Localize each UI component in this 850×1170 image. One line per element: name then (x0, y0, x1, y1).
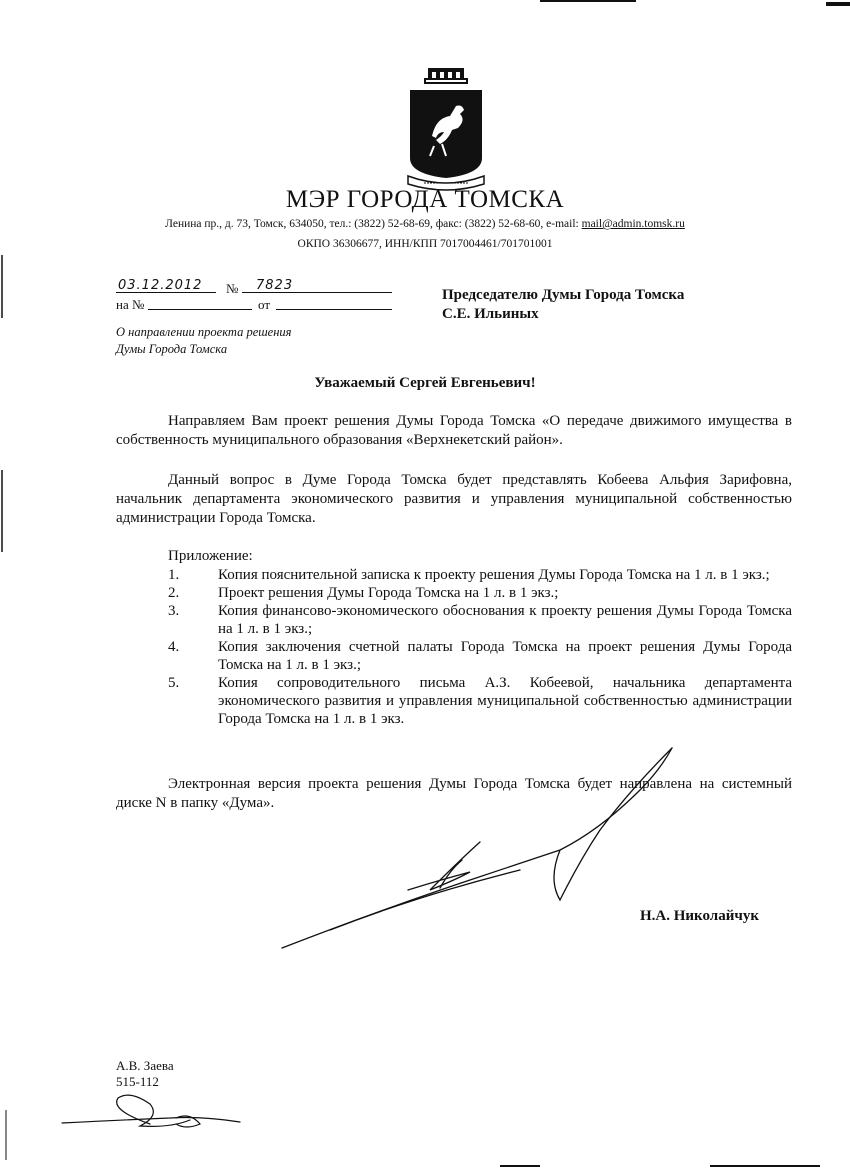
subject-line-1: О направлении проекта решения (116, 325, 292, 339)
body-paragraph-1: Направляем Вам проект решения Думы Города Томска «О передаче движимого имущества в собственность муниципального образования «Верхнекетский район». (116, 413, 792, 448)
reply-label: на № (116, 297, 145, 312)
body-paragraph-2: Данный вопрос в Думе Города Томска будет представлять Кобеева Альфия Зарифовна, начальник департамента экономического развития и управления муниципальной собственностью администрации Города Томска. (116, 472, 792, 526)
attachment-number: 2. (168, 585, 180, 601)
attachment-text: Копия финансово-экономического обоснования к проекту решения Думы Города Томска на 1 л. в 1 экз.; (218, 603, 792, 637)
address-text: Ленина пр., д. 73, Томск, 634050, тел.: (3822) 52-68-69, факс: (3822) 52-68-60, e-mail: (165, 218, 579, 230)
handwritten-number: 7823 (256, 278, 294, 293)
attachment-text: Копия заключения счетной палаты Города Томска на проект решения Думы Города Томска на 1 л. в 1 экз.; (218, 639, 792, 673)
signer-name: Н.А. Николайчук (640, 908, 759, 924)
attachment-number: 4. (168, 639, 180, 655)
handwritten-date: 03.12.2012 (118, 278, 203, 293)
number-label: № (226, 281, 239, 296)
from-label: от (258, 297, 271, 312)
attachment-text: Копия сопроводительного письма А.З. Кобеевой, начальника департамента экономического развития и управления муниципальной собственностью администрации Города Томска на 1 л. в 1 экз. (218, 675, 792, 727)
attachment-text: Копия пояснительной записка к проекту решения Думы Города Томска на 1 л. в 1 экз.; (218, 567, 770, 583)
subject-line-2: Думы Города Томска (116, 342, 228, 356)
attachment-number: 5. (168, 675, 180, 691)
attachment-number: 1. (168, 567, 180, 583)
scan-margin-marks (2, 1, 850, 1166)
okpo-line: ОКПО 36306677, ИНН/КПП 7017004461/701701001 (297, 238, 553, 250)
attachments-title: Приложение: (168, 548, 253, 564)
mayor-signature (282, 748, 672, 948)
addressee-name: С.Е. Ильиных (442, 306, 539, 322)
executor-signature (62, 1095, 240, 1127)
greeting: Уважаемый Сергей Евгеньевич! (314, 375, 536, 391)
executor-phone: 515-112 (116, 1074, 159, 1089)
executor-name: А.В. Заева (116, 1058, 174, 1073)
body-paragraph-3: Электронная версия проекта решения Думы Города Томска будет направлена на системный диске N в папку «Дума». (116, 776, 792, 811)
email-link[interactable]: mail@admin.tomsk.ru (581, 218, 685, 230)
addressee-position: Председателю Думы Города Томска (442, 287, 685, 303)
attachment-number: 3. (168, 603, 180, 619)
issuer-title: МЭР ГОРОДА ТОМСКА (285, 186, 565, 213)
attachment-text: Проект решения Думы Города Томска на 1 л. в 1 экз.; (218, 585, 559, 601)
